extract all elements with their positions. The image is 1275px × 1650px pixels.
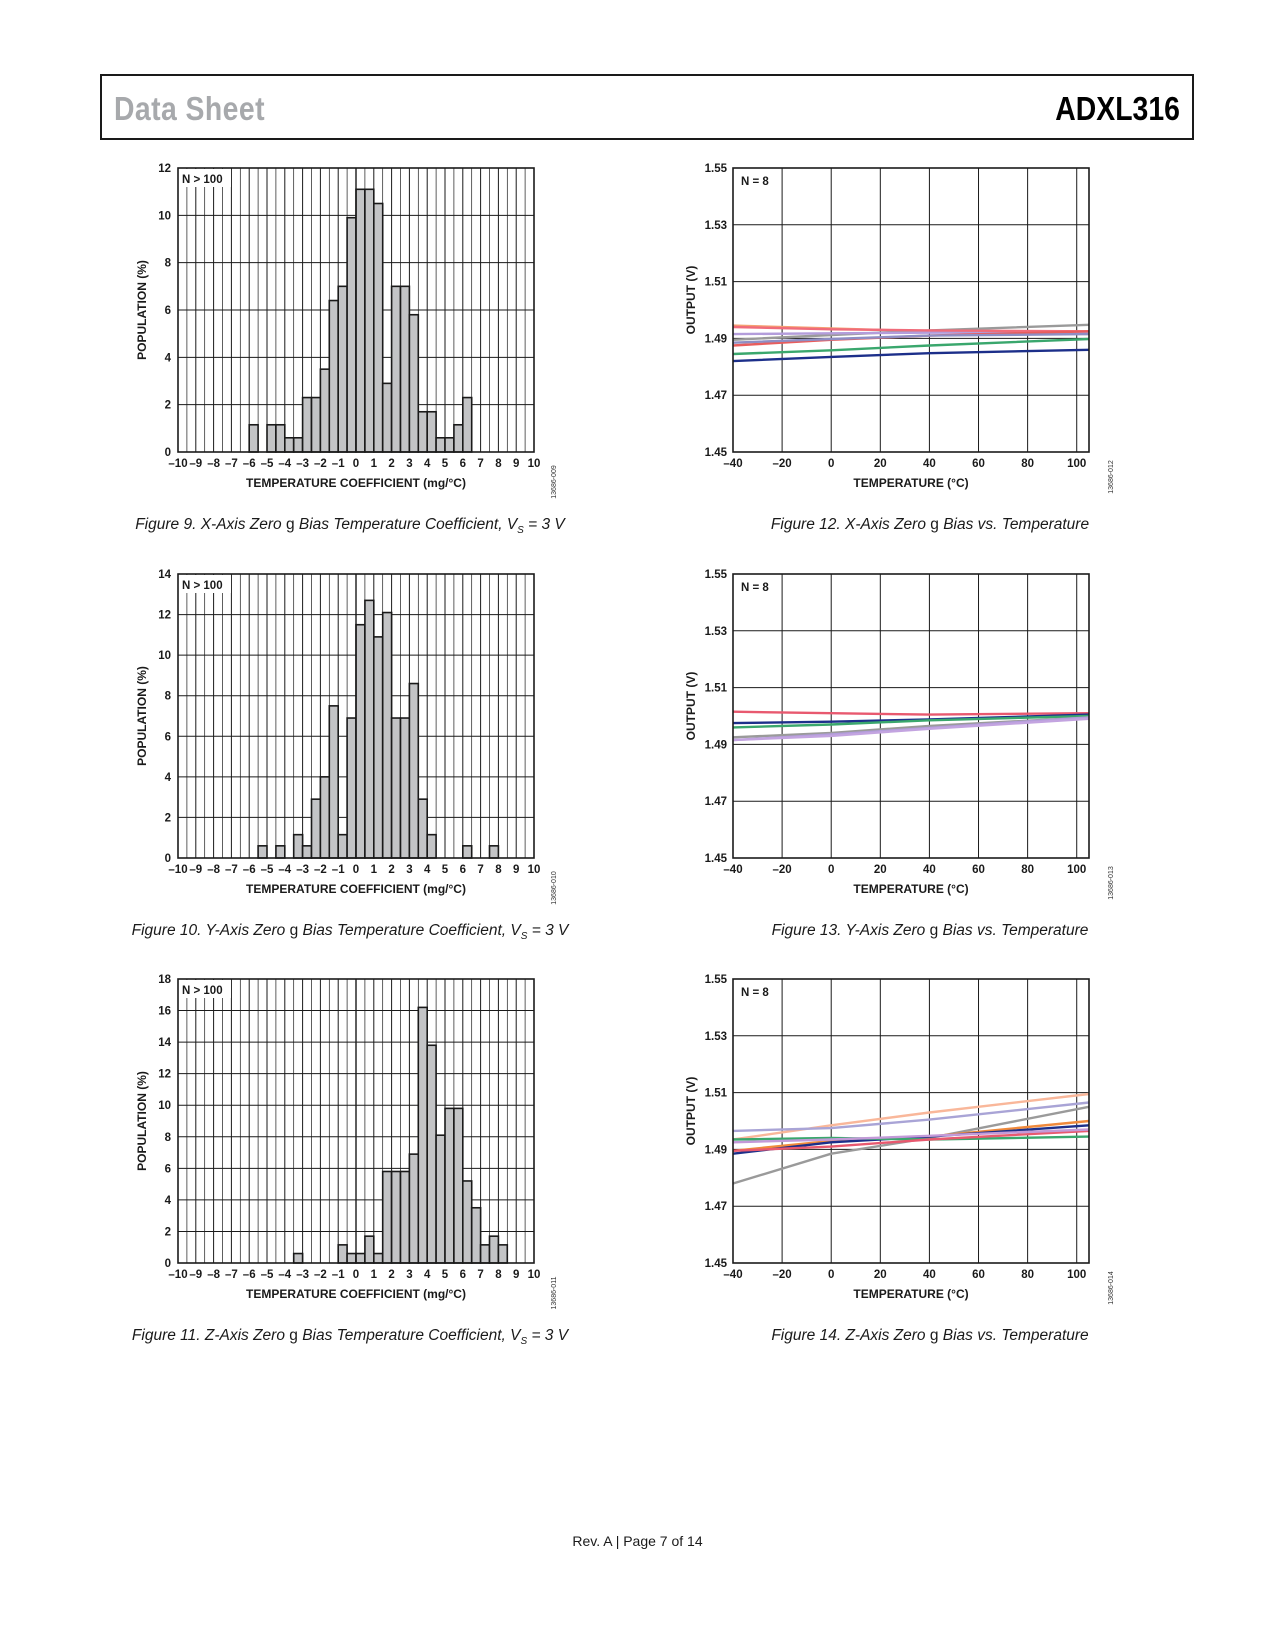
annotation-label: N > 100 <box>182 580 223 592</box>
caption-text-2: Bias vs. Temperature <box>938 922 1089 939</box>
x-tick-label: 5 <box>441 458 449 470</box>
x-tick-label: –4 <box>278 864 292 876</box>
x-tick-label: –3 <box>296 864 309 876</box>
x-axis-label: TEMPERATURE (°C) <box>853 1287 969 1301</box>
x-tick-label: 9 <box>512 1269 520 1281</box>
caption-text-2: Bias Temperature Coefficient, V <box>294 516 518 533</box>
histogram-bar <box>454 425 463 452</box>
histogram-bar <box>329 301 338 452</box>
x-tick-label: –4 <box>278 1269 292 1281</box>
caption-text: Figure 9. X-Axis Zero <box>135 516 286 533</box>
histogram-bar <box>463 1181 472 1263</box>
histogram-bar <box>365 189 374 452</box>
x-tick-label: 1 <box>370 1269 378 1281</box>
x-tick-label: 20 <box>873 864 887 876</box>
x-axis-label: TEMPERATURE (°C) <box>853 882 969 896</box>
x-axis-tc-histogram <box>135 160 580 505</box>
x-tick-label: 40 <box>923 1269 936 1281</box>
figure-13-caption <box>680 922 1180 940</box>
figure-13-chart <box>684 566 1165 911</box>
y-tick-label: 1.53 <box>704 1030 727 1043</box>
x-tick-label: 80 <box>1021 864 1035 876</box>
x-tick-label: 4 <box>423 864 431 876</box>
x-tick-label: –2 <box>314 458 327 470</box>
y-tick-label: 12 <box>158 1068 171 1081</box>
x-tick-label: 8 <box>495 1269 502 1281</box>
histogram-bar <box>472 1208 481 1263</box>
x-tick-label: –20 <box>772 458 792 470</box>
x-tick-label: 100 <box>1067 458 1087 470</box>
histogram-bar <box>490 1236 499 1263</box>
caption-text: Figure 12. X-Axis Zero <box>770 516 931 533</box>
x-tick-label: 3 <box>406 458 413 470</box>
x-tick-label: 7 <box>477 458 484 470</box>
y-tick-label: 1.45 <box>704 853 727 865</box>
histogram-bar <box>427 835 436 858</box>
x-tick-label: –1 <box>331 458 345 470</box>
y-tick-label: 8 <box>164 690 171 703</box>
histogram-bar <box>409 315 418 452</box>
histogram-bar <box>347 218 356 452</box>
z-axis-tc-histogram <box>135 971 580 1316</box>
histogram-bar <box>338 286 347 452</box>
caption-text-3: = 3 V <box>527 1327 569 1344</box>
caption-g: g <box>930 516 939 533</box>
histogram-bar <box>392 718 401 858</box>
x-tick-label: –3 <box>296 1269 309 1281</box>
x-axis-label: TEMPERATURE COEFFICIENT (mg/°C) <box>246 882 466 896</box>
figure-10-chart <box>135 566 580 911</box>
histogram-bar <box>383 613 392 858</box>
y-tick-label: 1.47 <box>704 390 727 403</box>
histogram-bar <box>463 398 472 452</box>
y-tick-label: 6 <box>164 731 171 744</box>
caption-text: Figure 14. Z-Axis Zero <box>771 1327 930 1344</box>
y-tick-label: 12 <box>158 163 171 175</box>
histogram-bar <box>418 412 427 452</box>
x-tick-label: 9 <box>512 864 520 876</box>
histogram-bar <box>320 369 329 452</box>
histogram-bar <box>356 625 365 858</box>
figure-9-chart <box>135 160 580 505</box>
x-tick-label: 7 <box>477 864 484 876</box>
x-tick-label: –7 <box>225 1269 238 1281</box>
histogram-bar <box>338 835 347 858</box>
y-tick-label: 4 <box>164 352 171 365</box>
histogram-bar <box>463 846 472 858</box>
x-tick-label: 6 <box>459 864 467 876</box>
plot-frame <box>733 168 1089 452</box>
y-tick-label: 1.45 <box>704 447 727 459</box>
histogram-bar <box>418 1007 427 1263</box>
y-tick-label: 2 <box>164 812 171 825</box>
caption-text: Figure 10. Y-Axis Zero <box>131 922 290 939</box>
x-tick-label: 40 <box>923 864 936 876</box>
figure-code: 13686-010 <box>551 871 558 905</box>
x-tick-label: 10 <box>527 864 541 876</box>
y-tick-label: 10 <box>158 210 171 223</box>
x-tick-label: –6 <box>242 1269 256 1281</box>
x-tick-label: –6 <box>242 458 256 470</box>
x-tick-label: 10 <box>527 1269 541 1281</box>
x-tick-label: –2 <box>314 1269 327 1281</box>
histogram-bar <box>312 799 321 858</box>
histogram-bar <box>374 204 383 453</box>
y-tick-label: 16 <box>158 1005 171 1018</box>
histogram-bar <box>365 1236 374 1263</box>
figure-code: 13686-011 <box>551 1276 558 1310</box>
histogram-bar <box>383 383 392 452</box>
page-footer: Rev. A | Page 7 of 14 <box>572 1533 703 1549</box>
x-tick-label: 80 <box>1021 1269 1035 1281</box>
x-tick-label: 5 <box>441 864 449 876</box>
histogram-bar <box>383 1171 392 1263</box>
x-tick-label: 9 <box>512 458 520 470</box>
histogram-bar <box>303 846 312 858</box>
histogram-bar <box>303 398 312 452</box>
histogram-bar <box>409 684 418 858</box>
x-tick-label: 20 <box>873 1269 887 1281</box>
y-tick-label: 10 <box>158 650 171 663</box>
y-tick-label: 1.49 <box>704 333 727 346</box>
figure-14-caption <box>680 1327 1180 1345</box>
caption-text-3: = 3 V <box>523 516 565 533</box>
x-tick-label: 0 <box>828 864 835 876</box>
annotation-label: N = 8 <box>741 987 769 999</box>
x-tick-label: –8 <box>207 1269 220 1281</box>
x-tick-label: 60 <box>972 458 985 470</box>
x-tick-label: –40 <box>723 458 743 470</box>
x-tick-label: 7 <box>477 1269 484 1281</box>
x-tick-label: 1 <box>370 458 378 470</box>
z-axis-bias-vs-temp-chart <box>684 971 1165 1316</box>
histogram-bar <box>329 706 338 858</box>
histogram-bar <box>294 1254 303 1263</box>
x-tick-label: –5 <box>260 1269 274 1281</box>
y-axis-label: OUTPUT (V) <box>684 1076 698 1146</box>
x-tick-label: –8 <box>207 864 220 876</box>
y-axis-label: OUTPUT (V) <box>684 671 698 741</box>
y-tick-label: 0 <box>164 1258 171 1270</box>
x-tick-label: –20 <box>772 1269 792 1281</box>
x-tick-label: –5 <box>260 458 274 470</box>
histogram-bar <box>436 1135 445 1263</box>
x-tick-label: 100 <box>1067 864 1087 876</box>
annotation-label: N = 8 <box>741 176 769 188</box>
y-axis-label: POPULATION (%) <box>135 1071 149 1171</box>
x-tick-label: 0 <box>352 458 360 470</box>
caption-text-3: = 3 V <box>527 922 569 939</box>
caption-text: Figure 11. Z-Axis Zero <box>131 1327 290 1344</box>
histogram-bar <box>392 286 401 452</box>
x-tick-label: 80 <box>1021 458 1035 470</box>
x-tick-label: –1 <box>331 864 345 876</box>
histogram-bar <box>294 438 303 452</box>
x-tick-label: 0 <box>352 864 360 876</box>
histogram-bar <box>490 846 499 858</box>
histogram-bar <box>276 846 285 858</box>
y-axis-label: POPULATION (%) <box>135 666 149 766</box>
y-tick-label: 2 <box>164 399 171 412</box>
x-tick-label: –1 <box>331 1269 345 1281</box>
series-line-1 <box>733 712 1089 715</box>
y-tick-label: 1.55 <box>704 569 727 581</box>
x-tick-label: –7 <box>225 864 238 876</box>
annotation-label: N > 100 <box>182 174 223 186</box>
caption-text-2: Bias vs. Temperature <box>938 1327 1089 1344</box>
y-tick-label: 0 <box>164 447 171 459</box>
figure-11-caption <box>100 1327 600 1347</box>
histogram-bar <box>356 1254 365 1263</box>
y-tick-label: 14 <box>158 569 171 581</box>
histogram-bar <box>392 1171 401 1263</box>
y-tick-label: 1.49 <box>704 1144 727 1157</box>
x-axis-label: TEMPERATURE COEFFICIENT (mg/°C) <box>246 476 466 490</box>
caption-text: Figure 13. Y-Axis Zero <box>771 922 930 939</box>
figure-12-caption <box>680 516 1180 534</box>
figure-code: 13686-013 <box>1108 866 1115 900</box>
x-tick-label: 0 <box>828 458 835 470</box>
figure-14-chart <box>684 971 1165 1316</box>
caption-g: g <box>289 922 299 939</box>
figure-12-chart <box>684 160 1165 505</box>
y-tick-label: 6 <box>164 305 171 317</box>
x-tick-label: –9 <box>189 864 203 876</box>
y-tick-label: 1.47 <box>704 796 727 809</box>
caption-subscript: S <box>520 931 528 943</box>
x-axis-bias-vs-temp-chart <box>684 160 1165 505</box>
y-axis-label: POPULATION (%) <box>135 260 149 360</box>
histogram-bar <box>267 425 276 452</box>
histogram-bar <box>418 799 427 858</box>
histogram-bar <box>249 425 258 452</box>
x-tick-label: 6 <box>459 458 467 470</box>
x-tick-label: –40 <box>723 864 743 876</box>
figure-code: 13686-012 <box>1108 460 1115 494</box>
y-tick-label: 18 <box>158 974 171 986</box>
histogram-bar <box>285 438 294 452</box>
histogram-bar <box>401 718 410 858</box>
histogram-bar <box>445 438 454 452</box>
x-tick-label: –9 <box>189 458 203 470</box>
histogram-bar <box>347 1254 356 1263</box>
y-tick-label: 1.51 <box>704 276 727 289</box>
x-tick-label: –10 <box>168 864 188 876</box>
x-tick-label: –9 <box>189 1269 203 1281</box>
histogram-bar <box>427 1045 436 1263</box>
figure-code: 13686-009 <box>551 465 558 499</box>
histogram-bar <box>427 412 436 452</box>
y-tick-label: 8 <box>164 1131 171 1144</box>
y-tick-label: 14 <box>158 1037 171 1050</box>
x-tick-label: 8 <box>495 864 502 876</box>
y-tick-label: 6 <box>164 1163 171 1176</box>
x-tick-label: 2 <box>388 458 395 470</box>
x-tick-label: 4 <box>423 458 431 470</box>
y-tick-label: 4 <box>164 771 171 784</box>
caption-g: g <box>285 516 295 533</box>
histogram-bar <box>347 718 356 858</box>
histogram-bar <box>320 777 329 858</box>
y-tick-label: 1.53 <box>704 219 727 232</box>
histogram-bar <box>276 425 285 452</box>
annotation-label: N = 8 <box>741 582 769 594</box>
x-tick-label: 40 <box>923 458 936 470</box>
x-tick-label: 60 <box>972 864 985 876</box>
caption-text-2: Bias Temperature Coefficient, V <box>297 1327 521 1344</box>
y-tick-label: 10 <box>158 1100 171 1113</box>
figure-11-chart <box>135 971 580 1316</box>
caption-subscript: S <box>517 525 524 537</box>
histogram-bar <box>481 1245 490 1263</box>
x-tick-label: 6 <box>459 1269 467 1281</box>
caption-g: g <box>289 1327 298 1344</box>
x-tick-label: 2 <box>388 864 395 876</box>
x-tick-label: 60 <box>972 1269 985 1281</box>
x-tick-label: 1 <box>370 864 378 876</box>
histogram-bar <box>409 1154 418 1263</box>
y-axis-bias-vs-temp-chart <box>684 566 1165 911</box>
x-tick-label: –3 <box>296 458 309 470</box>
x-tick-label: –8 <box>207 458 220 470</box>
x-tick-label: 3 <box>406 1269 413 1281</box>
y-tick-label: 1.45 <box>704 1258 727 1270</box>
histogram-bar <box>445 1108 454 1263</box>
x-tick-label: 8 <box>495 458 502 470</box>
histogram-bar <box>356 189 365 452</box>
histogram-bar <box>365 600 374 858</box>
x-axis-label: TEMPERATURE (°C) <box>853 476 969 490</box>
histogram-bar <box>374 637 383 858</box>
x-tick-label: 100 <box>1067 1269 1087 1281</box>
y-axis-tc-histogram <box>135 566 580 911</box>
x-tick-label: 5 <box>441 1269 449 1281</box>
x-axis-label: TEMPERATURE COEFFICIENT (mg/°C) <box>246 1287 466 1301</box>
x-tick-label: –6 <box>242 864 256 876</box>
figure-9-caption <box>100 516 600 536</box>
caption-text-2: Bias vs. Temperature <box>938 516 1090 533</box>
y-tick-label: 1.47 <box>704 1201 727 1214</box>
y-tick-label: 1.51 <box>704 1087 727 1100</box>
y-tick-label: 1.55 <box>704 163 727 175</box>
caption-subscript: S <box>520 1336 528 1348</box>
y-tick-label: 1.51 <box>704 682 727 695</box>
y-tick-label: 1.53 <box>704 625 727 638</box>
figure-code: 13686-014 <box>1108 1271 1115 1305</box>
y-axis-label: OUTPUT (V) <box>684 265 698 335</box>
y-tick-label: 2 <box>164 1226 171 1239</box>
x-tick-label: 2 <box>388 1269 395 1281</box>
histogram-bar <box>338 1245 347 1263</box>
x-tick-label: –5 <box>260 864 274 876</box>
x-tick-label: –20 <box>772 864 792 876</box>
histogram-bar <box>401 286 410 452</box>
annotation-label: N > 100 <box>182 985 223 997</box>
page-header <box>100 74 1194 140</box>
histogram-bar <box>401 1171 410 1263</box>
caption-text-2: Bias Temperature Coefficient, V <box>298 922 521 939</box>
x-tick-label: –7 <box>225 458 238 470</box>
histogram-bar <box>294 835 303 858</box>
caption-g: g <box>929 1327 939 1344</box>
x-tick-label: 4 <box>423 1269 431 1281</box>
caption-g: g <box>929 922 939 939</box>
y-tick-label: 8 <box>164 257 171 270</box>
x-tick-label: 10 <box>527 458 541 470</box>
x-tick-label: –10 <box>168 1269 188 1281</box>
y-tick-label: 4 <box>164 1194 171 1207</box>
histogram-bar <box>258 846 267 858</box>
y-tick-label: 0 <box>164 853 171 865</box>
x-tick-label: 20 <box>873 458 887 470</box>
x-tick-label: 3 <box>406 864 413 876</box>
y-tick-label: 12 <box>158 609 171 622</box>
histogram-bar <box>374 1254 383 1263</box>
y-tick-label: 1.55 <box>704 974 727 986</box>
histogram-bar <box>436 438 445 452</box>
x-tick-label: –10 <box>168 458 188 470</box>
x-tick-label: 0 <box>828 1269 835 1281</box>
x-tick-label: –4 <box>278 458 292 470</box>
histogram-bar <box>498 1245 507 1263</box>
y-tick-label: 1.49 <box>704 739 727 752</box>
histogram-bar <box>454 1108 463 1263</box>
x-tick-label: –2 <box>314 864 327 876</box>
figure-10-caption <box>100 922 600 942</box>
header-section-title: Data Sheet <box>114 90 265 127</box>
x-tick-label: 0 <box>352 1269 360 1281</box>
header-product-name: ADXL316 <box>1055 90 1180 127</box>
histogram-bar <box>312 398 321 452</box>
x-tick-label: –40 <box>723 1269 743 1281</box>
